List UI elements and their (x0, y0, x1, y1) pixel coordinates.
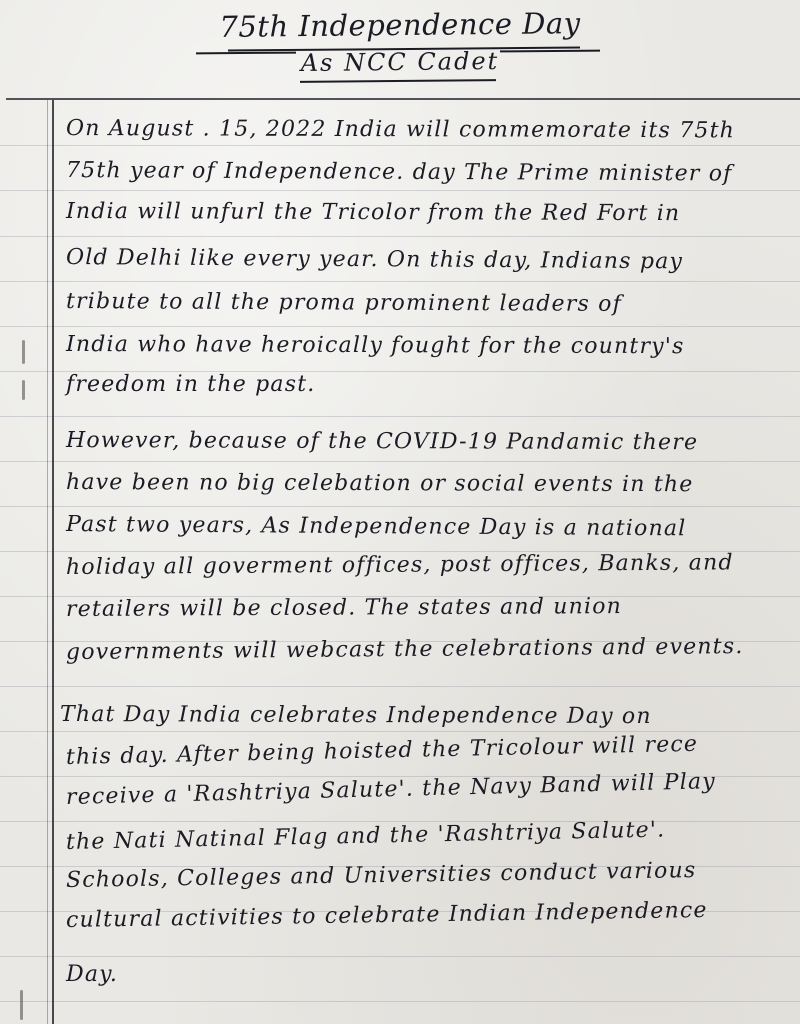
text-line: 75th year of Independence. day The Prime minister of (65, 158, 733, 187)
ruled-line (0, 506, 800, 507)
ruled-line (0, 1001, 800, 1002)
text-line: retailers will be closed. The states and union (65, 594, 623, 622)
ruled-line (0, 821, 800, 822)
ruled-line (0, 416, 800, 417)
text-line: the Nati Natinal Flag and the 'Rashtriya Salute'. (65, 817, 666, 855)
ruled-line (0, 145, 800, 146)
text-line: have been no big celebation or social events in the (65, 470, 694, 498)
text-line: Past two years, As Independence Day is a national (65, 512, 687, 542)
binding-mark (20, 990, 23, 1020)
text-line: tribute to all the proma prominent leaders of (65, 289, 623, 317)
binding-mark (22, 340, 25, 364)
margin-line-faint (47, 100, 48, 1024)
ruled-line (0, 326, 800, 327)
ruled-line (0, 956, 800, 957)
text-line: governments will webcast the celebrations and events. (65, 634, 744, 665)
binding-mark (22, 380, 25, 400)
text-line: freedom in the past. (66, 372, 316, 397)
page-subtitle: As NCC Cadet (300, 46, 500, 78)
text-line: Schools, Colleges and Universities conduct various (65, 858, 697, 893)
text-line: On August . 15, 2022 India will commemorate its 75th (65, 116, 736, 144)
text-line: Old Delhi like every year. On this day, Indians pay (65, 245, 684, 275)
ruled-line (0, 281, 800, 282)
header-rule (6, 98, 800, 100)
text-line: this day. After being hoisted the Tricolour will rece (65, 731, 699, 770)
text-line: India who have heroically fought for the country's (65, 332, 685, 360)
subtitle-underline (300, 79, 496, 83)
text-line: However, because of the COVID-19 Pandamic there (65, 428, 699, 456)
text-line: holiday all goverment offices, post offices, Banks, and (65, 550, 734, 580)
text-line: receive a 'Rashtriya Salute'. the Navy Band will Play (65, 769, 717, 810)
ruled-line (0, 236, 800, 237)
ruled-line (0, 686, 800, 687)
ruled-line (0, 190, 800, 191)
text-line: India will unfurl the Tricolor from the Red Fort in (65, 199, 681, 227)
text-line: Day. (66, 962, 119, 987)
text-line: cultural activities to celebrate Indian Independence (65, 897, 708, 933)
page-title: 75th Independence Day (219, 6, 581, 44)
text-line: That Day India celebrates Independence Day on (59, 702, 652, 730)
margin-line (52, 100, 54, 1024)
ruled-line (0, 461, 800, 462)
